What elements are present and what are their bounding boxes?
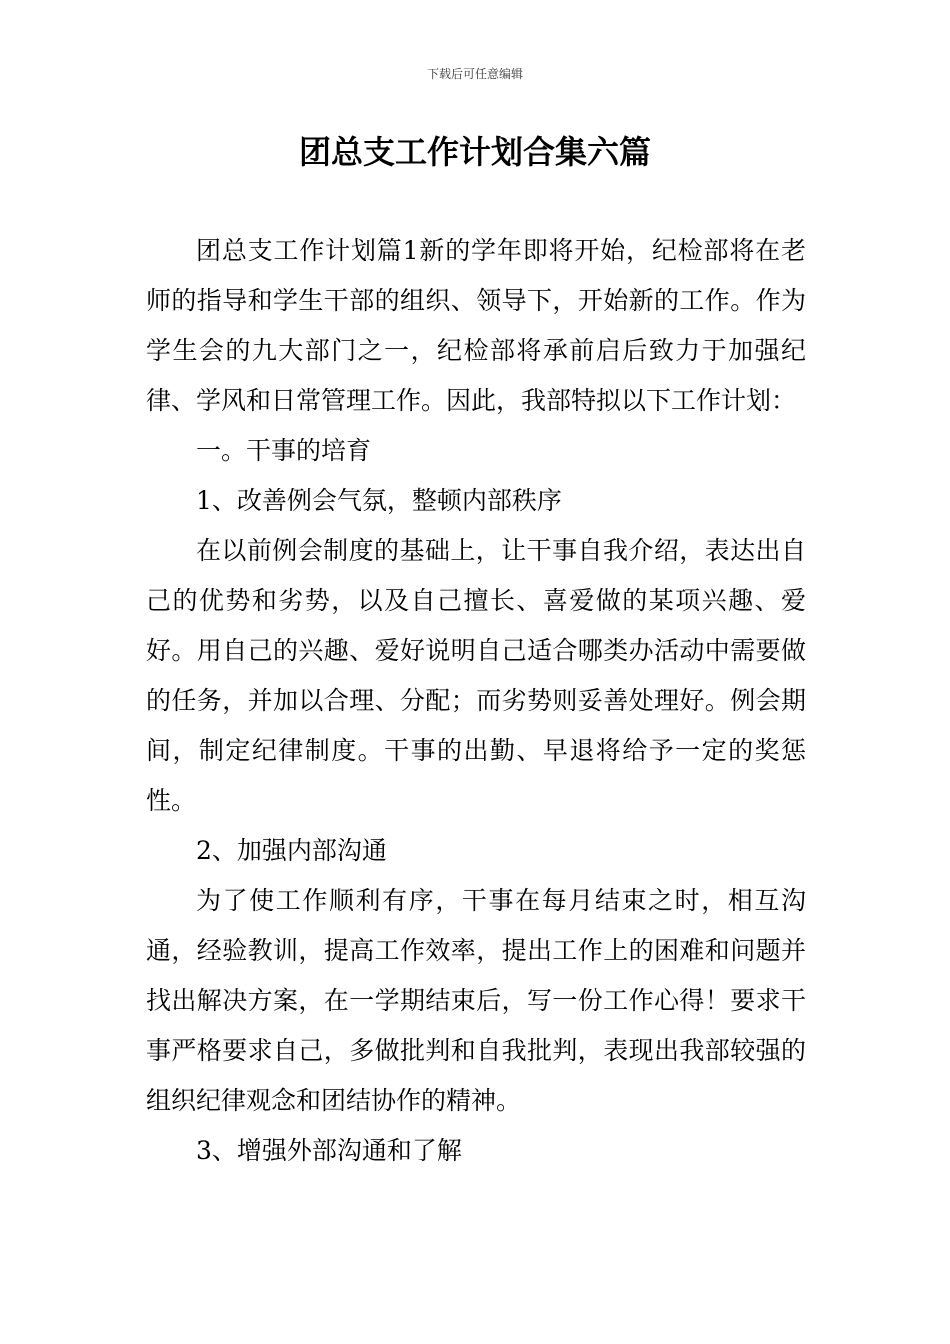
- header-note: 下载后可任意编辑: [426, 67, 523, 81]
- paragraph-intro: 团总支工作计划篇1新的学年即将开始，纪检部将在老师的指导和学生干部的组织、领导下，开始新的工作。作为学生会的九大部门之一，纪检部将承前启后致力于加强纪律、学风和日常管理工作。因此，我部特拟以下工作计划：: [146, 236, 806, 415]
- document-body: [146, 226, 806, 1176]
- section-heading-staff-training: 一。干事的培育: [196, 436, 372, 465]
- document-title: 团总支工作计划合集六篇: [298, 133, 651, 171]
- subheading-improve-meetings: 1、改善例会气氛，整顿内部秩序: [196, 486, 562, 515]
- subheading-internal-communication: 2、加强内部沟通: [196, 836, 387, 865]
- paragraph-meetings: 在以前例会制度的基础上，让干事自我介绍，表达出自己的优势和劣势，以及自己擅长、喜爱做的某项兴趣、爱好。用自己的兴趣、爱好说明自己适合哪类办活动中需要做的任务，并加以合理、分配；而劣势则妥善处理好。例会期间，制定纪律制度。干事的出勤、早退将给予一定的奖惩性。: [146, 536, 806, 815]
- subheading-external-communication: 3、增强外部沟通和了解: [196, 1136, 462, 1165]
- paragraph-internal-communication: 为了使工作顺利有序，干事在每月结束之时，相互沟通，经验教训，提高工作效率，提出工作上的困难和问题并找出解决方案，在一学期结束后，写一份工作心得！要求干事严格要求自己，多做批判和自我批判，表现出我部较强的组织纪律观念和团结协作的精神。: [146, 886, 806, 1115]
